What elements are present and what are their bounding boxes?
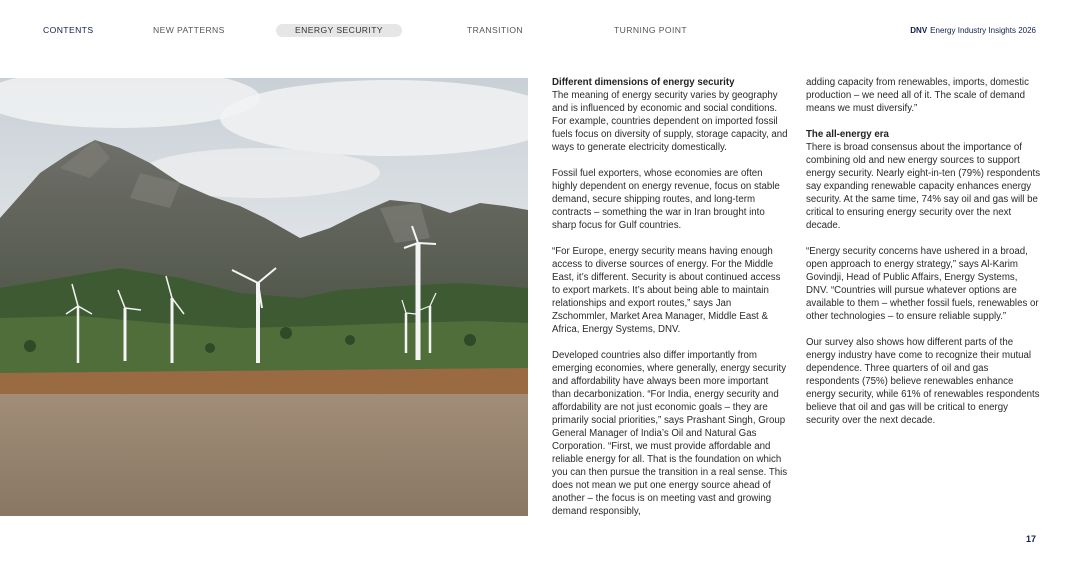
paragraph: “Energy security concerns have ushered in a broad, open approach to energy strategy,” says Al-Karim Govindji, Head of Public Affairs, Energy Systems, DNV. “Countries will pursue whatever options are available to them – whether fossil fuels, renewables or other technologies – to ensure reliable supply.” [806, 246, 1039, 322]
paragraph: Fossil fuel exporters, whose economies are often highly dependent on energy revenue, focus on stable demand, secure shipping routes, and long-term contracts – something the war in Iran brought into sharp focus for Gulf countries. [552, 168, 780, 231]
paragraph-continued: adding capacity from renewables, imports, domestic production – we need all of it. The scale of demand means we must diversify.” [806, 77, 1029, 114]
top-navigation [0, 0, 1080, 60]
dnv-logo: DNV [910, 26, 928, 35]
report-title: Energy Industry Insights 2026 [930, 26, 1036, 35]
page-number: 17 [1025, 534, 1036, 544]
report-brand [910, 24, 1036, 37]
paragraph: Developed countries also differ importantly from emerging economies, where generally, energy security and affordability have always been more important than decarbonization. “For India, energy security and affordability are not just economic goals – they are primarily social priorities,” says Prashant Singh, Group General Manager of India’s Oil and Natural Gas Corporation. “First, we must provide affordable and reliable energy for all. That is the foundation on which you can then pursue the transition in a real sense. This does not mean we put one energy source ahead of another – the focus is on meeting vast and growing demand responsibly, [552, 350, 788, 517]
paragraph: “For Europe, energy security means having enough access to diverse sources of energy. For the Middle East, it’s different. Security is about continued access to export markets. It’s about being able to maintain relationships and export routes,” says Jan Zschommler, Market Area Manager, Middle East & Africa, Energy Systems, DNV. [552, 246, 781, 335]
section-heading-all-energy-era: The all-energy era [806, 129, 889, 140]
nav-new-patterns[interactable]: NEW PATTERNS [153, 25, 225, 35]
article-column-2 [806, 76, 1042, 440]
nav-turning-point[interactable]: TURNING POINT [614, 25, 687, 35]
paragraph: Our survey also shows how different parts of the energy industry have come to recognize their mutual dependence. Three quarters of oil and gas respondents (75%) believe renewables enhance energy security, while 61% of renewables respondents believe that oil and gas will be critical to energy security over the next decade. [806, 337, 1040, 426]
paragraph: The meaning of energy security varies by geography and is influenced by economic and social conditions. For example, countries dependent on imported fossil fuels focus on diversity of supply, storage capacity, and ways to generate electricity domestically. [552, 90, 788, 153]
paragraph: There is broad consensus about the importance of combining old and new energy sources to support energy security. Nearly eight-in-ten (79%) respondents say expanding renewable capacity enhances energy security. At the same time, 74% say oil and gas will be critical to ensuring energy security over the next decade. [806, 142, 1041, 231]
section-heading-dimensions: Different dimensions of energy security [552, 77, 735, 88]
nav-energy-security[interactable]: ENERGY SECURITY [276, 24, 402, 37]
nav-contents[interactable]: CONTENTS [43, 25, 94, 35]
nav-transition[interactable]: TRANSITION [467, 25, 524, 35]
article-column-1 [552, 76, 788, 531]
wind-farm-photo [0, 78, 528, 516]
